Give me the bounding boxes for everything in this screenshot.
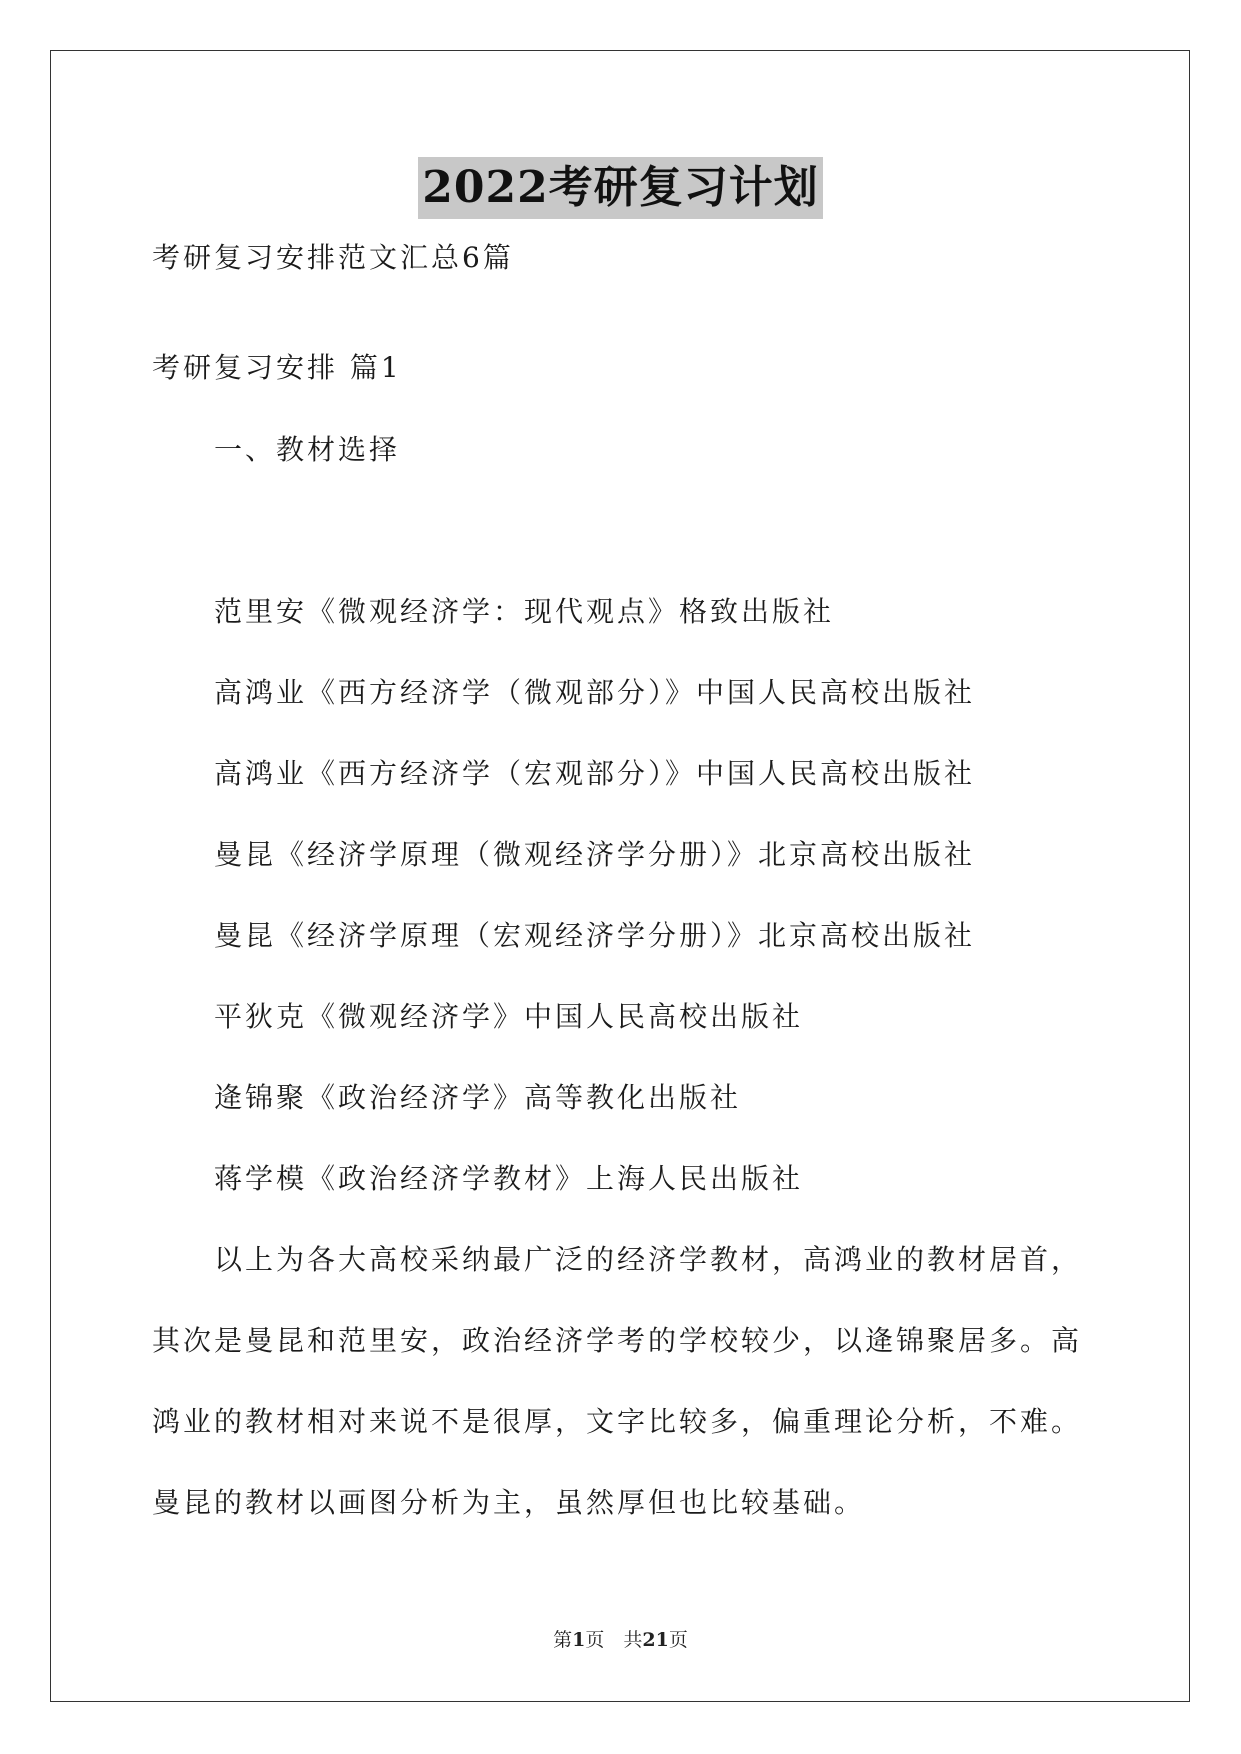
- book-item: 逄锦聚《政治经济学》高等教化出版社: [214, 1081, 742, 1114]
- book-item: 高鸿业《西方经济学（宏观部分）》中国人民高校出版社: [214, 757, 976, 790]
- footer-suffix: 页: [668, 1629, 688, 1651]
- document-title: 2022考研复习计划: [418, 157, 822, 219]
- book-item: 曼昆《经济学原理（微观经济学分册）》北京高校出版社: [214, 838, 976, 871]
- page-border: [50, 50, 1190, 1702]
- book-item: 范里安《微观经济学：现代观点》格致出版社: [214, 595, 835, 628]
- total-pages-number: 21: [642, 1629, 669, 1651]
- paragraph-line: 以上为各大高校采纳最广泛的经济学教材，高鸿业的教材居首，: [214, 1243, 1083, 1276]
- page-footer: [0, 1625, 1241, 1652]
- document-subtitle: 考研复习安排范文汇总6篇: [152, 241, 514, 274]
- current-page-number: 1: [572, 1629, 586, 1651]
- footer-prefix: 第: [553, 1629, 573, 1651]
- book-item: 平狄克《微观经济学》中国人民高校出版社: [214, 1000, 804, 1033]
- footer-mid: 页 共: [585, 1629, 643, 1651]
- section-heading: 考研复习安排 篇1: [152, 351, 402, 384]
- title-container: [0, 157, 1241, 219]
- book-item: 曼昆《经济学原理（宏观经济学分册）》北京高校出版社: [214, 919, 976, 952]
- sub-heading: 一、教材选择: [214, 433, 401, 466]
- book-item: 蒋学模《政治经济学教材》上海人民出版社: [214, 1162, 804, 1195]
- paragraph-line: 曼昆的教材以画图分析为主，虽然厚但也比较基础。: [152, 1486, 866, 1519]
- paragraph-line: 其次是曼昆和范里安，政治经济学考的学校较少，以逄锦聚居多。高: [152, 1324, 1083, 1357]
- book-item: 高鸿业《西方经济学（微观部分）》中国人民高校出版社: [214, 676, 976, 709]
- paragraph-line: 鸿业的教材相对来说不是很厚，文字比较多，偏重理论分析，不难。: [152, 1405, 1083, 1438]
